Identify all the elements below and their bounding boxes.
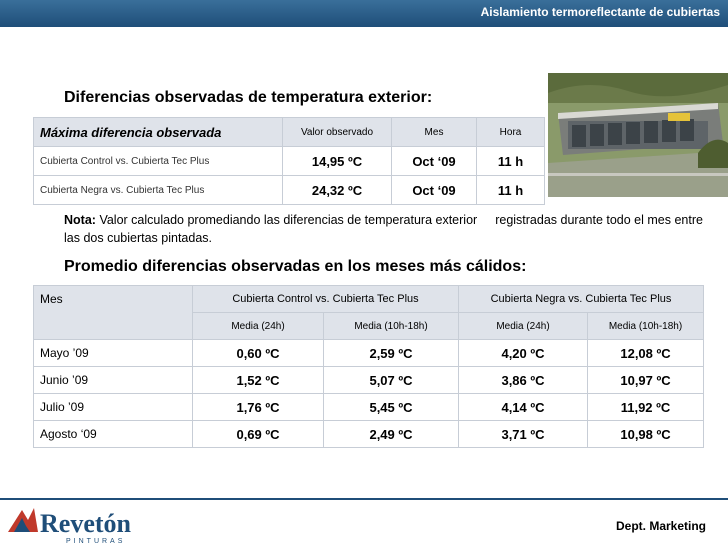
note-text-1: Valor calculado promediando las diferencias de temperatura exterior xyxy=(99,213,478,227)
value-cell: 1,52 ºC xyxy=(193,367,324,394)
table-header-row xyxy=(34,118,545,147)
column-header: Máxima diferencia observada xyxy=(34,118,283,147)
row-label: Cubierta Negra vs. Cubierta Tec Plus xyxy=(34,176,283,205)
note-text-2: registradas durante todo el mes entre las dos cubiertas pintadas. xyxy=(64,213,703,245)
hour-value: 11 h xyxy=(477,147,545,176)
department-label: Dept. Marketing xyxy=(615,519,706,533)
observed-value: 24,32 ºC xyxy=(283,176,392,205)
observed-value: 14,95 ºC xyxy=(283,147,392,176)
month-value: Oct ‘09 xyxy=(392,147,477,176)
column-header: Mes xyxy=(392,118,477,147)
month-cell: Agosto ‘09 xyxy=(34,421,193,448)
month-cell: Julio ’09 xyxy=(34,394,193,421)
value-cell: 2,59 ºC xyxy=(324,340,459,367)
value-cell: 1,76 ºC xyxy=(193,394,324,421)
max-difference-table xyxy=(33,117,545,205)
value-cell: 12,08 ºC xyxy=(588,340,704,367)
section2-heading: Promedio diferencias observadas en los meses más cálidos: xyxy=(64,258,527,275)
value-cell: 4,14 ºC xyxy=(459,394,588,421)
month-column-header: Mes xyxy=(34,286,193,340)
subcolumn-header: Media (24h) xyxy=(193,313,324,340)
note-label: Nota: xyxy=(64,213,96,227)
hour-value: 11 h xyxy=(477,176,545,205)
value-cell: 5,45 ºC xyxy=(324,394,459,421)
value-cell: 4,20 ºC xyxy=(459,340,588,367)
value-cell: 11,92 ºC xyxy=(588,394,704,421)
building-photo xyxy=(548,73,728,197)
column-header: Hora xyxy=(477,118,545,147)
month-cell: Junio ’09 xyxy=(34,367,193,394)
section1-heading: Diferencias observadas de temperatura exterior: xyxy=(64,89,433,106)
header-bar xyxy=(0,0,728,27)
logo-subtext: PINTURAS xyxy=(66,538,126,545)
month-cell: Mayo ’09 xyxy=(34,340,193,367)
table-row xyxy=(34,176,545,205)
month-value: Oct ‘09 xyxy=(392,176,477,205)
group-header-control: Cubierta Control vs. Cubierta Tec Plus xyxy=(193,286,459,313)
value-cell: 2,49 ºC xyxy=(324,421,459,448)
value-cell: 10,98 ºC xyxy=(588,421,704,448)
logo-text: Revetón xyxy=(40,509,131,538)
note-paragraph xyxy=(64,211,704,247)
value-cell: 5,07 ºC xyxy=(324,367,459,394)
value-cell: 3,71 ºC xyxy=(459,421,588,448)
value-cell: 3,86 ºC xyxy=(459,367,588,394)
header-title: Aislamiento termoreflectante de cubiertas xyxy=(480,5,720,19)
monthly-average-table xyxy=(33,285,704,448)
table-row xyxy=(34,421,704,448)
table-row xyxy=(34,147,545,176)
subcolumn-header: Media (10h-18h) xyxy=(324,313,459,340)
table-group-header-row xyxy=(34,286,704,313)
reveton-logo xyxy=(4,502,154,546)
subcolumn-header: Media (10h-18h) xyxy=(588,313,704,340)
table-row xyxy=(34,394,704,421)
subcolumn-header: Media (24h) xyxy=(459,313,588,340)
value-cell: 0,60 ºC xyxy=(193,340,324,367)
footer-divider xyxy=(0,498,728,500)
group-header-negra: Cubierta Negra vs. Cubierta Tec Plus xyxy=(459,286,704,313)
table-row xyxy=(34,340,704,367)
column-header: Valor observado xyxy=(283,118,392,147)
row-label: Cubierta Control vs. Cubierta Tec Plus xyxy=(34,147,283,176)
table-row xyxy=(34,367,704,394)
value-cell: 0,69 ºC xyxy=(193,421,324,448)
value-cell: 10,97 ºC xyxy=(588,367,704,394)
